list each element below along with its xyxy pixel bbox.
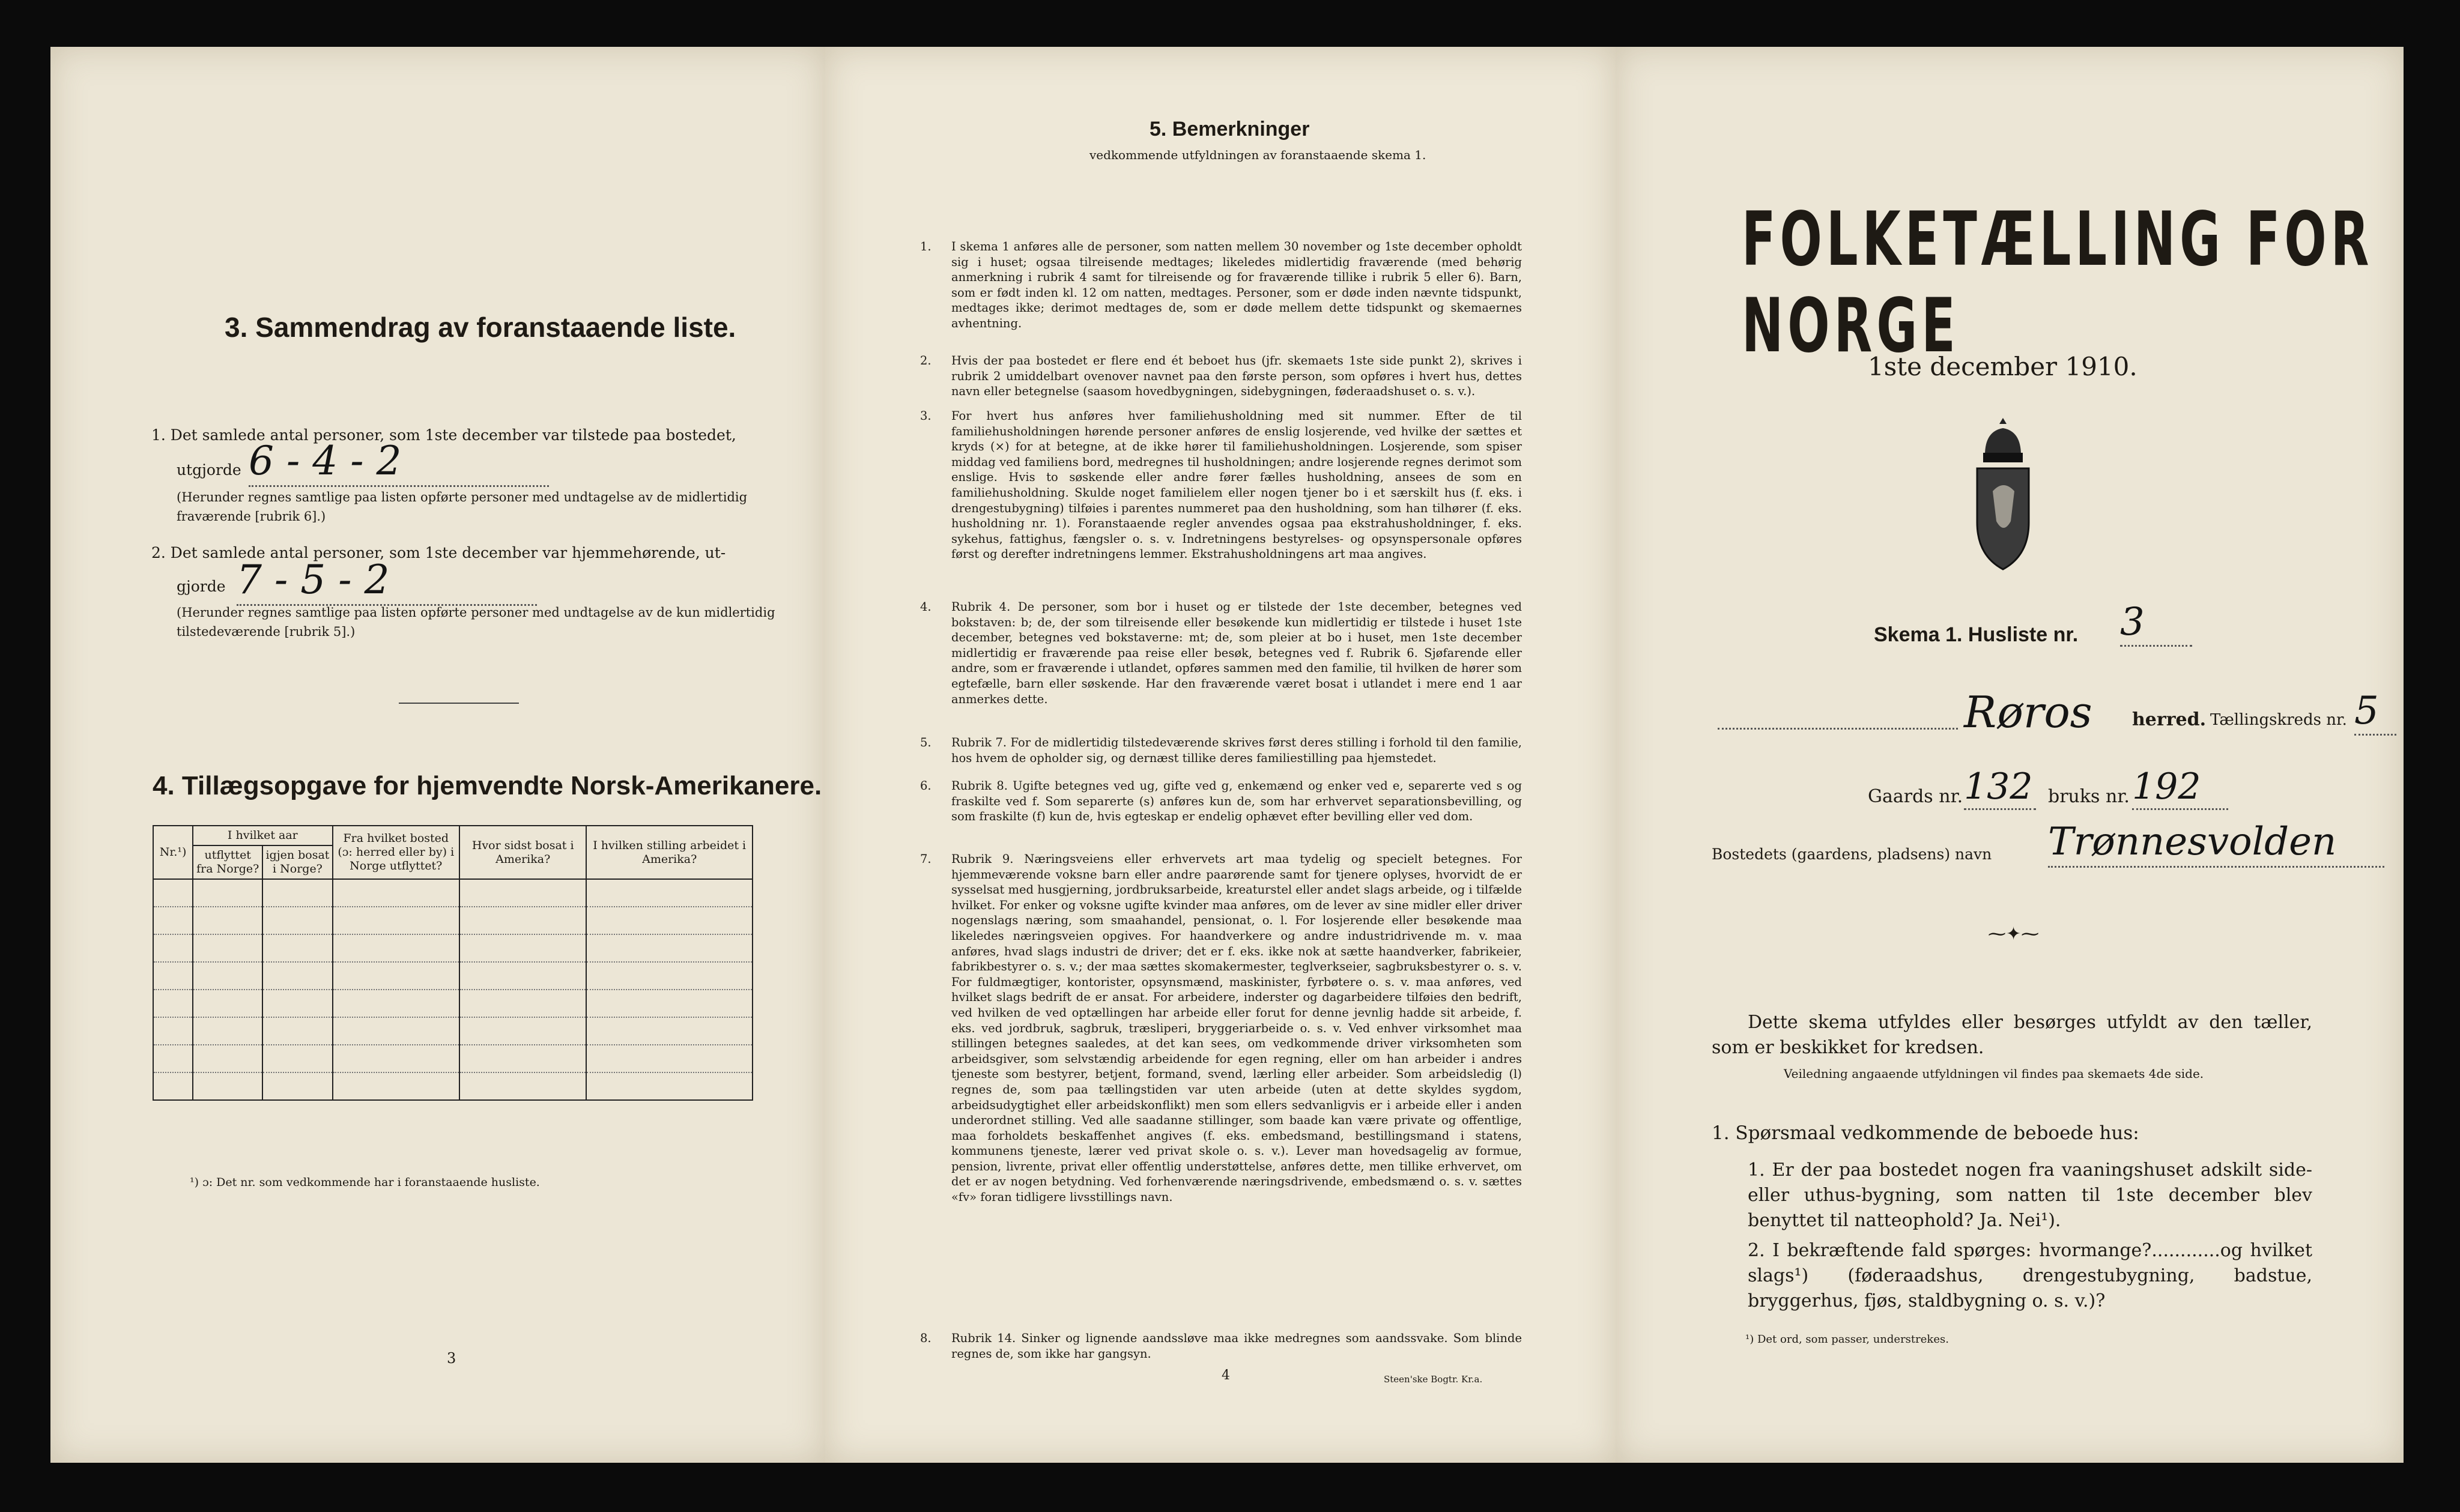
item2-line1: 2. Det samlede antal personer, som 1ste december var hjemmehørende, ut-: [151, 544, 726, 561]
herred-value: Røros: [1964, 687, 2092, 737]
remark-text: Hvis der paa bostedet er flere end ét beboet hus (jfr. skemaets 1ste side punkt 2), skrives i rubrik 2 umiddelbart ovenover navnet paa den første person, som opføres i hvert hus, dettes navn eller betegnelse (saasom hovedbygningen, sidebygningen, føderaadshuset o. s. v.).: [951, 354, 1522, 399]
remark-item: [920, 1331, 1522, 1361]
item1-utgjorde-label: utgjorde: [177, 461, 241, 479]
table-row: [153, 1072, 753, 1100]
page-right: [1616, 47, 2404, 1463]
bosted-label: Bostedets (gaardens, pladsens) navn: [1712, 845, 1992, 863]
table-row: [153, 907, 753, 934]
remarks-subtitle: vedkommende utfyldningen av foranstaaende skema 1.: [1089, 148, 1426, 162]
remark-number: 1.: [920, 240, 932, 253]
remark-number: 2.: [920, 354, 932, 367]
main-title: FOLKETÆLLING FOR NORGE: [1742, 196, 2374, 369]
remark-number: 8.: [920, 1331, 932, 1345]
remark-number: 6.: [920, 779, 932, 793]
remark-item: [920, 778, 1522, 824]
remark-item: [920, 735, 1522, 766]
col-igjen: igjen bosat i Norge?: [262, 845, 332, 879]
remark-item: [920, 408, 1522, 562]
col-nr: Nr.¹): [153, 826, 193, 879]
herred-label: herred.: [2132, 709, 2207, 730]
remark-text: Rubrik 9. Næringsveiens eller erhvervets art maa tydelig og specielt betegnes. For hjemmeværende voksne barn eller andre paarørende samt for tjenere oplyses, hvorvidt de er sysselsat med husgjerning, jordbruksarbeide, kreaturstel eller andet slags arbeide, og i tilfælde hvilket. For enker og voksne ugifte kvinder maa anføres, om de lever av sine midler eller driver nogenslags næring, som smaahandel, pensionat, o. l. For losjerende eller besøkende maa likeledes næringsveien opgives. For haandverkere og andre industridrivende m. v. maa anføres, hvad slags industri de driver; det er f. eks. ikke nok at sætte haandverker, fabrikeier, fabrikbestyrer o. s. v.; der maa sættes skomakermester, teglverkseier, sagbruksbestyrer o. s. v. For fuldmægtiger, kontorister, opsynsmænd, maskinister, fyrbøtere o. s. v. maa anføres, ved hvilket slags bedrift de er ansat. For arbeidere, inderster og dagarbeidere tilføies den bedrift, ved hvilken de ved optællingen har arbeide eller forut for denne jevnlig hadde sit arbeide, f. eks. ved jordbruk, sagbruk, træsliperi, bryggeriarbeide o. s. v. Ved enhver virksomhet maa stillingen betegnes saaledes, at det kan sees, om vedkommende driver virksomheten som arbeidsgiver, som selvstændig arbeidende for egen regning, eller om han arbeider i andres tjeneste som bestyrer, betjent, formand, svend, lærling eller arbeider. Som arbeidsledig (l) regnes de, som paa tællingstiden var uten arbeide (uten at dette skyldes sygdom, arbeidsudygtighet eller arbeidskonflikt) men som ellers sedvanligvis er i arbeide eller i anden underordnet stilling. Ved alle saadanne stillinger, som baade kan være private og offentlige, maa forholdets beskaffenhet angives (f. eks. embedsmand, bestillingsmand i statens, kommunens tjeneste, lærer ved privat skole o. s. v.). Lever man hovedsagelig av formue, pension, livrente, privat eller offentlig understøttelse, anføres dette, men tillike erhvervet, om det er av nogen betydning. Ved forhenværende næringsdrivende, embedsmænd o. s. v. sættes «fv» foran tidligere livsstillings navn.: [951, 852, 1522, 1205]
skema-label: Skema 1. Husliste nr.: [1874, 623, 2079, 646]
remark-number: 3.: [920, 409, 932, 423]
remark-number: 7.: [920, 852, 932, 866]
bruks-label: bruks nr.: [2048, 786, 2130, 807]
col-fra: Fra hvilket bosted (ɔ: herred eller by) i Norge utflyttet?: [333, 826, 459, 879]
question-2: 2. I bekræftende fald spørges: hvormange?............og hvilket slags¹) (føderaadshus, drengestubygning, badstue, bryggerhus, fjøs, staldbygning o. s. v.)?: [1748, 1240, 2312, 1311]
col-stilling: I hvilken stilling arbeidet i Amerika?: [586, 826, 753, 879]
section4-title: 4. Tillægsopgave for hjemvendte Norsk-Amerikanere.: [153, 771, 822, 800]
intro-small: Veiledning angaaende utfyldningen vil findes paa skemaets 4de side.: [1784, 1066, 2204, 1081]
page-number: 4: [1222, 1368, 1230, 1383]
bosted-value: Trønnesvolden: [2048, 818, 2384, 868]
remark-text: Rubrik 4. De personer, som bor i huset og er tilstede der 1ste december, betegnes ved bokstaven: b; de, der som tilreisende eller besøkende kun midlertidig er tilstede i huset 1ste december, betegnes ved bokstaverne: mt; de, som pleier at bo i huset, men 1ste december midlertidig er fraværende paa reise eller besøk, betegnes ved f. Rubrik 6. Sjøfarende eller andre, som er fraværende i utlandet, opføres sammen med den familie, til hvilken de hører som egtefælle, barn eller søskende. Har den fraværende været bosat i utlandet i mere end 1 aar anmerkes dette.: [951, 600, 1522, 706]
norsk-amerikanere-table: [153, 825, 753, 1101]
bruks-value: 192: [2132, 765, 2228, 810]
remark-text: Rubrik 8. Ugifte betegnes ved ug, gifte ved g, enkemænd og enker ved e, separerte ved s og fraskilte ved f. Som separerte (s) anføres kun de, som har erhvervet separationsbevilling, og som fraskilte (f) kun de, hvis egteskap er endelig ophævet efter bevilling eller ved dom.: [951, 779, 1522, 824]
page-middle: [825, 47, 1616, 1463]
gaards-label: Gaards nr.: [1868, 786, 1963, 807]
col-group-aar: I hvilket aar: [193, 826, 332, 845]
census-date: 1ste december 1910.: [1868, 352, 2137, 381]
remark-text: I skema 1 anføres alle de personer, som natten mellem 30 november og 1ste december opholdt sig i huset; ogsaa tilreisende medtages; likeledes midlertidig fraværende (med behørig anmerkning i rubrik 4 samt for tilreisende og for fraværende tillike i rubrik 5 eller 6). Barn, som er født inden kl. 12 om natten, medtages. Personer, som er døde inden nævnte tidspunkt, medtages ikke; derimot medtages de, som er døde mellem dette tidspunkt og skemaernes avhentning.: [951, 240, 1522, 330]
divider: [399, 703, 519, 704]
remark-item: [920, 353, 1522, 399]
table-row: [153, 1017, 753, 1045]
remark-number: 4.: [920, 600, 932, 614]
intro-text: Dette skema utfyldes eller besørges utfyldt av den tæller, som er beskikket for kredsen.: [1712, 1012, 2312, 1058]
remark-text: For hvert hus anføres hver familiehusholdning med sit nummer. Efter de til familiehusholdningen hørende personer anføres de enslig losjerende, ved hvilke der sættes et kryds (×) for at betegne, at de ikke hører til familiehusholdningen. Losjerende, som spiser middag ved familiens bord, medregnes til husholdningen; andre losjerende regnes derimot som enslige. Hvis to søskende eller andre fører fælles husholdning, ansees de som en familiehusholdning. Skulde noget familielem eller nogen tjener bo i et særskilt hus (f. eks. i drengestubygning) tilføies i parentes nummeret paa den husholdning, som han tilhører (f. eks. husholdning nr. 1). Foranstaaende regler anvendes ogsaa paa ekstrahusholdninger, f. eks. sykehus, fattighus, fængsler o. s. v. Indretningens bestyrelses- og opsynspersonale opføres først og derefter indretningens lemmer. Ekstrahusholdningens art maa angives.: [951, 409, 1522, 561]
table-row: [153, 879, 753, 907]
remark-item: [920, 239, 1522, 331]
item1-value: 6 - 4 - 2: [249, 437, 549, 487]
gaards-value: 132: [1964, 765, 2036, 810]
page-left: [50, 47, 825, 1463]
page-number: 3: [447, 1350, 456, 1367]
item1-note: (Herunder regnes samtlige paa listen opførte personer med undtagelse av de midlertidig fraværende [rubrik 6].): [177, 490, 748, 524]
item1-line1: 1. Det samlede antal personer, som 1ste december var tilstede paa bostedet,: [151, 426, 736, 444]
item2-value: 7 - 5 - 2: [237, 556, 537, 606]
kreds-value: 5: [2354, 688, 2396, 736]
kreds-label: Tællingskreds nr.: [2210, 711, 2347, 729]
table-row: [153, 962, 753, 990]
remark-item: [920, 599, 1522, 707]
coat-of-arms-icon: [1964, 413, 2042, 575]
section3-title: 3. Sammendrag av foranstaaende liste.: [225, 312, 736, 343]
right-footnote: ¹) Det ord, som passer, understrekes.: [1745, 1333, 1949, 1346]
table-row: [153, 990, 753, 1017]
col-hvor: Hvor sidst bosat i Amerika?: [459, 826, 586, 879]
table-row: [153, 934, 753, 962]
remarks-title: 5. Bemerkninger: [1150, 118, 1310, 141]
husliste-nr: 3: [2120, 599, 2192, 647]
col-utflyttet: utflyttet fra Norge?: [193, 845, 262, 879]
remark-text: Rubrik 7. For de midlertidig tilstedeværende skrives først deres stilling i forhold til den familie, hos hvem de opholder sig, og dernæst tillike deres familiestilling paa hjemstedet.: [951, 736, 1522, 765]
remark-text: Rubrik 14. Sinker og lignende aandssløve maa ikke medregnes som aandssvake. Som blinde regnes de, som ikke har gangsyn.: [951, 1331, 1522, 1361]
herred-leader: [1718, 724, 1958, 730]
printer-mark: Steen'ske Bogtr. Kr.a.: [1384, 1374, 1483, 1385]
table-footnote: ¹) ɔ: Det nr. som vedkommende har i foranstaaende husliste.: [190, 1176, 540, 1189]
item2-utgjorde-label: gjorde: [177, 578, 226, 595]
remark-number: 5.: [920, 736, 932, 749]
remark-item: [920, 851, 1522, 1205]
questions-heading: 1. Spørsmaal vedkommende de beboede hus:: [1712, 1122, 2139, 1144]
question-1: 1. Er der paa bostedet nogen fra vaaningshuset adskilt side- eller uthus-bygning, som natten til 1ste december blev benyttet til natteophold? Ja. Nei¹).: [1748, 1160, 2312, 1231]
table-row: [153, 1045, 753, 1072]
ornament-icon: ⁓✦⁓: [1988, 924, 2040, 945]
item2-note: (Herunder regnes samtlige paa listen opførte personer med undtagelse av de kun midlertidig tilstedeværende [rubrik 5].): [177, 605, 775, 639]
